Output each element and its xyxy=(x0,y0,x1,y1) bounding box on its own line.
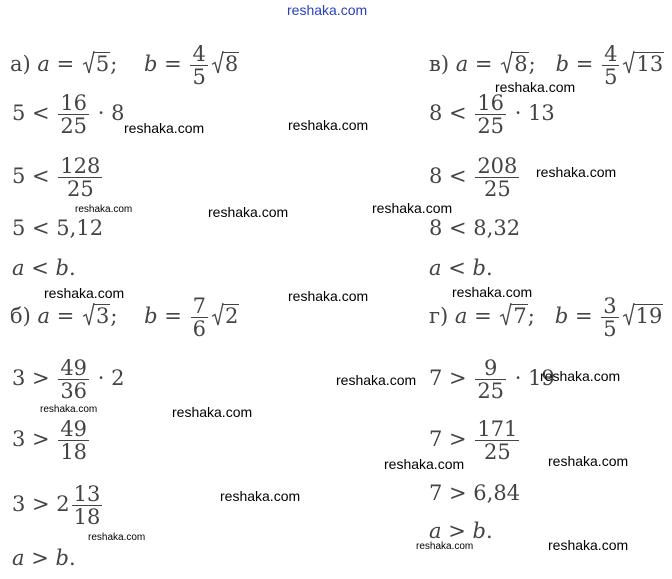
part-b-line-3: 3 > 2 $\frac{13}{18}$ xyxy=(12,482,101,530)
part-a-line-1: 5 < $\frac{16}{25}$ · 8 xyxy=(12,91,125,139)
watermark: reshaka.com xyxy=(288,288,369,304)
part-v-line-2: 8 < $\frac{208}{25}$ xyxy=(429,154,518,202)
watermark: reshaka.com xyxy=(220,488,301,504)
watermark: reshaka.com xyxy=(288,117,369,133)
part-b-line-2: 3 > $\frac{49}{18}$ xyxy=(12,417,88,465)
watermark: reshaka.com xyxy=(548,537,629,553)
watermark: reshaka.com xyxy=(208,204,289,220)
part-a-b-root: 8 xyxy=(212,52,239,75)
part-a-line-2: 5 < $\frac{128}{25}$ xyxy=(12,154,101,202)
part-b-statement: б) a = 3; b = $\frac{7}{6}$ 2 xyxy=(10,294,239,342)
part-a-fraction: $\frac{4}{5}$ xyxy=(192,42,206,90)
watermark: reshaka.com xyxy=(548,453,629,469)
watermark: reshaka.com xyxy=(40,404,98,415)
watermark: reshaka.com xyxy=(495,79,576,95)
part-g-line-4: a > b. xyxy=(429,519,493,543)
part-v-line-1: 8 < $\frac{16}{25}$ · 13 xyxy=(429,91,555,139)
watermark: reshaka.com xyxy=(372,200,453,216)
watermark: reshaka.com xyxy=(172,404,253,420)
watermark: reshaka.com xyxy=(336,372,417,388)
part-v-label: в) xyxy=(429,52,450,77)
part-v-line-4: a < b. xyxy=(429,256,493,280)
part-a-line-4: a < b. xyxy=(12,256,76,280)
part-v-line-3: 8 < 8,32 xyxy=(429,216,521,240)
part-b-line-1: 3 > $\frac{49}{36}$ · 2 xyxy=(12,356,125,404)
watermark: reshaka.com xyxy=(88,532,146,543)
watermark: reshaka.com xyxy=(452,284,533,300)
part-g-line-2: 7 > $\frac{171}{25}$ xyxy=(429,417,518,465)
part-a-statement: а) a = 5; b = $\frac{4}{5}$ 8 xyxy=(10,42,239,90)
part-v-statement: в) a = 8; b = $\frac{4}{5}$ 13 xyxy=(429,42,664,90)
watermark: reshaka.com xyxy=(540,368,621,384)
part-a-root: 5 xyxy=(83,52,110,75)
watermark: reshaka.com xyxy=(416,541,474,552)
watermark: reshaka.com xyxy=(124,120,205,136)
part-g-statement: г) a = 7; b = $\frac{3}{5}$ 19 xyxy=(429,294,663,342)
watermark: reshaka.com xyxy=(536,164,617,180)
part-b-label: б) xyxy=(10,304,31,329)
part-g-line-1: 7 > $\frac{9}{25}$ · 19 xyxy=(429,356,555,404)
watermark: reshaka.com xyxy=(75,204,133,215)
part-a-label: а) xyxy=(10,52,31,77)
part-g-label: г) xyxy=(429,304,449,329)
part-b-line-4: a > b. xyxy=(12,546,76,570)
part-a-line-3: 5 < 5,12 xyxy=(12,216,104,240)
watermark-top: reshaka.com xyxy=(287,2,368,18)
watermark: reshaka.com xyxy=(44,285,125,301)
watermark: reshaka.com xyxy=(384,456,465,472)
part-g-line-3: 7 > 6,84 xyxy=(429,481,521,505)
